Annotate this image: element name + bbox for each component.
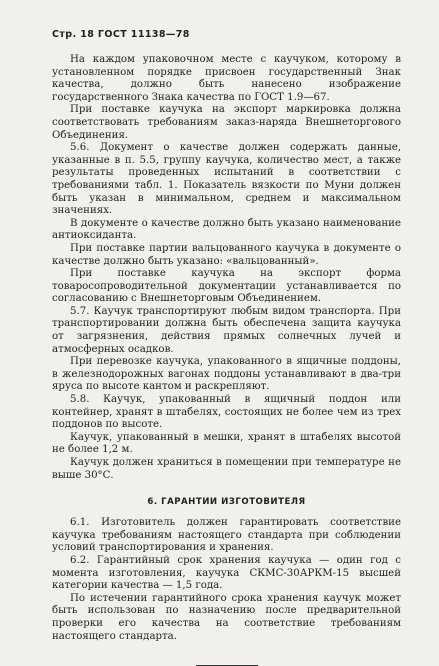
paragraph: Каучук должен храниться в помещении при температуре не выше 30°С. [52, 457, 401, 481]
body-text-bottom [52, 517, 401, 643]
paragraph: 6.1. Изготовитель должен гарантировать соответствие каучука требованиям настоящего стандарта при соблюдении условий транспортирования и хранения. [52, 517, 401, 554]
paragraph: Каучук, упакованный в мешки, хранят в штабелях высотой не более 1,2 м. [52, 431, 401, 456]
paragraph: По истечении гарантийного срока хранения каучук может быть использован по назначению после предварительной проверки его качества на соответствие требованиям настоящего стандарта. [52, 592, 401, 642]
paragraph: 5.8. Каучук, упакованный в ящичный поддон или контейнер, хранят в штабелях, состоящих не более чем из трех поддонов по высоте. [52, 394, 401, 431]
paragraph: При перевозке каучука, упакованного в ящичные поддоны, в железнодорожных вагонах поддоны устанавливают в два-три яруса по высоте кантом и раскрепляют. [52, 356, 401, 393]
page-header: Стр. 18 ГОСТ 11138—78 [52, 29, 190, 40]
section-title: 6. ГАРАНТИИ ИЗГОТОВИТЕЛЯ [147, 497, 306, 508]
paragraph: 5.6. Документ о качестве должен содержать данные, указанные в п. 5.5, группу каучука, количество мест, а также результаты проведенных испытаний в соответствии с требованиями табл. 1. Показатель вязкости по Муни должен быть указан в минимальном, среднем и максимальном значениях. [52, 142, 401, 217]
paragraph: 5.7. Каучук транспортируют любым видом транспорта. При транспортировании должна быть обеспечена защита каучука от загрязнения, действия прямых солнечных лучей и атмосферных осадков. [52, 305, 401, 355]
paragraph: 6.2. Гарантийный срок хранения каучука — один год с момента изготовления, каучука СКМС-30АРКМ-15 высшей категории качества — 1,5 года. [52, 554, 401, 592]
paragraph: При поставке партии вальцованного каучука в документе о качестве должно быть указано: «вальцованный». [52, 242, 401, 267]
paragraph: В документе о качестве должно быть указано наименование антиоксиданта. [52, 217, 401, 242]
paragraph: При поставке каучука на экспорт маркировка должна соответствовать требованиям заказ-наряда Внешнеторгового Объединения. [52, 104, 401, 141]
body-text-top [52, 54, 401, 482]
paragraph: На каждом упаковочном месте с каучуком, которому в установленном порядке присвоен государственный Знак качества, должно быть нанесено изображение государственного Знака качества по ГОСТ 1.9—67. [52, 54, 401, 103]
paragraph: При поставке каучука на экспорт форма товаросопроводительной документации устанавливается по согласованию с Внешнеторговым Объединением. [52, 268, 401, 305]
